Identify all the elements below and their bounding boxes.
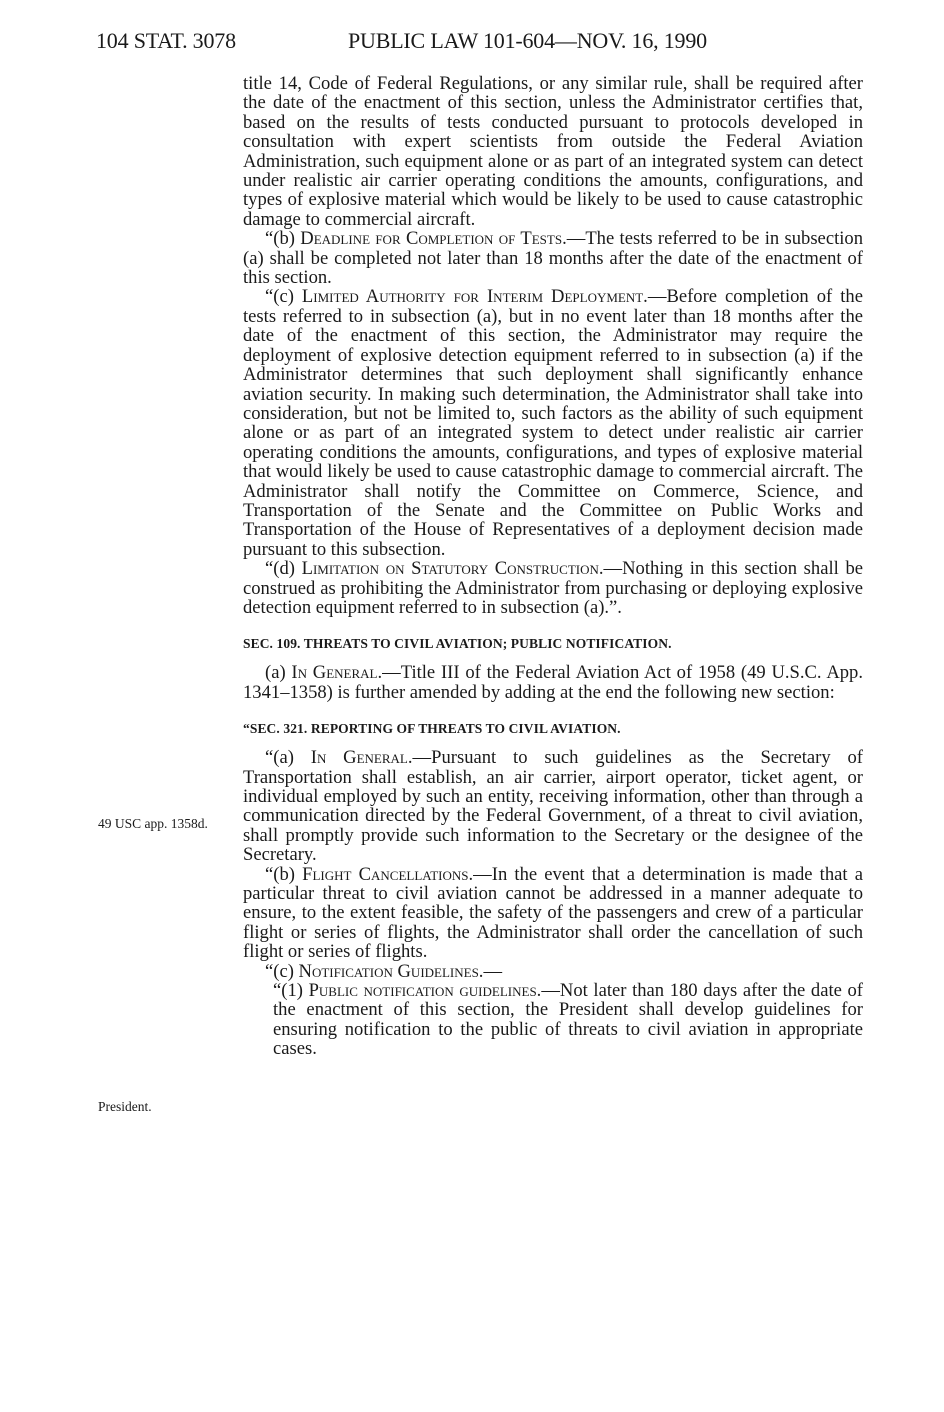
paragraph-prefix: “(a) (265, 747, 311, 769)
section-109-a (243, 663, 863, 702)
section-109-heading: SEC. 109. THREATS TO CIVIL AVIATION; PUBLIC NOTIFICATION. (243, 636, 672, 652)
paragraph-prefix: “(c) (265, 960, 299, 982)
paragraph-prefix: (a) (265, 662, 292, 684)
paragraph-heading: In General. (310, 747, 413, 769)
paragraph-heading: Limited Authority for Interim Deployment. (301, 286, 648, 308)
public-law-title: PUBLIC LAW 101-604—NOV. 16, 1990 (348, 28, 707, 53)
paragraph-prefix: “(b) (265, 863, 303, 885)
section-321-heading: “SEC. 321. REPORTING OF THREATS TO CIVIL AVIATION. (243, 721, 621, 737)
paragraph-heading: Notification Guidelines. (298, 960, 484, 982)
paragraph-text: —The tests referred to be in subsection (a) shall be completed not later than 18 months after the date of the enactment of this section. (243, 228, 863, 289)
paragraph-text: —Pursuant to such guidelines as the Secretary of Transportation shall establish, an air carrier, airport operator, ticket agent, or individual employed by such an entity, receiving information, other than through a communication directed by the Federal Government, of a threat to civil aviation, shall promptly provide such information to the Secretary or the designee of the Secretary. (243, 747, 864, 866)
paragraph-heading: In General. (291, 662, 383, 684)
paragraph-text: —Before completion of the tests referred to in subsection (a), but in no event later than 18 months after the date of the enactment of this section, the Administrator may require the deployment of explosive detection equipment referred to in subsection (a) if the Administrator determines that such deployment shall significantly enhance aviation security. In making such determination, the Administrator shall take into consideration, but not be limited to, such factors as the ability of such equipment alone or as part of an integrated system to detect under realistic air carrier operating conditions the amounts, configurations, and types of explosive material that would likely be used to cause catastrophic damage to commercial aircraft. The Administrator shall notify the Committee on Commerce, Science, and Transportation of the Senate and the Committee on Public Works and Transportation of the House of Representatives of a deployment decision made pursuant to this subsection. (243, 286, 863, 560)
paragraph-text: —Not later than 180 days after the date of the enactment of this section, the President shall develop guidelines for ensuring notification to the public of threats to civil aviation in appropriate cases. (273, 980, 863, 1060)
paragraph-heading: Limitation on Statutory Construction. (301, 558, 604, 580)
section-321-c-1 (243, 981, 863, 1059)
paragraph-prefix: “(b) (265, 228, 301, 250)
section-321-c (243, 962, 863, 981)
margin-note-usc: 49 USC app. 1358d. (98, 816, 208, 831)
paragraph-heading: Deadline for Completion of Tests. (300, 228, 567, 250)
paragraph-heading: Flight Cancellations. (302, 863, 474, 885)
paragraph-text: —In the event that a determination is made that a particular threat to civil aviation cannot be addressed in a manner adequate to ensure, to the extent feasible, the safety of the passengers and crew of a particular flight or series of flights, the Administrator shall order the cancellation of such flight or series of flights. (243, 863, 863, 963)
paragraph-d-limitation (243, 559, 863, 617)
paragraph-continuation: title 14, Code of Federal Regulations, or any similar rule, shall be required after the date of the enactment of this section, unless the Administrator certifies that, based on the results of tests conducted pursuant to protocols developed in consultation with expert scientists from outside the Federal Aviation Administration, such equipment alone or as part of an integrated system can detect under realistic air carrier operating conditions the amounts, configurations, and types of explosive material which would be likely to be used to cause catastrophic damage to commercial aircraft. (243, 73, 863, 230)
running-head (96, 26, 856, 56)
paragraph-text: —Title III of the Federal Aviation Act of 1958 (49 U.S.C. App. 1341–1358) is further amended by adding at the end the following new section: (243, 662, 864, 703)
paragraph-prefix: “(c) (265, 286, 302, 308)
margin-note-president: President. (98, 1099, 152, 1114)
paragraph-c-interim-deployment (243, 287, 863, 559)
body-text (243, 74, 863, 1059)
section-321-a (243, 748, 863, 864)
stat-page-number: 104 STAT. 3078 (96, 28, 236, 53)
paragraph-prefix: “(d) (265, 558, 302, 580)
paragraph-heading: Public notification guidelines. (308, 980, 542, 1002)
paragraph-b-deadline (243, 229, 863, 287)
section-321-b (243, 865, 863, 962)
paragraph-prefix: “(1) (273, 980, 309, 1002)
paragraph-text: —Nothing in this section shall be construed as prohibiting the Administrator from purchasing or deploying explosive detection equipment referred to in subsection (a).”. (243, 558, 863, 618)
paragraph-text: — (483, 960, 503, 982)
